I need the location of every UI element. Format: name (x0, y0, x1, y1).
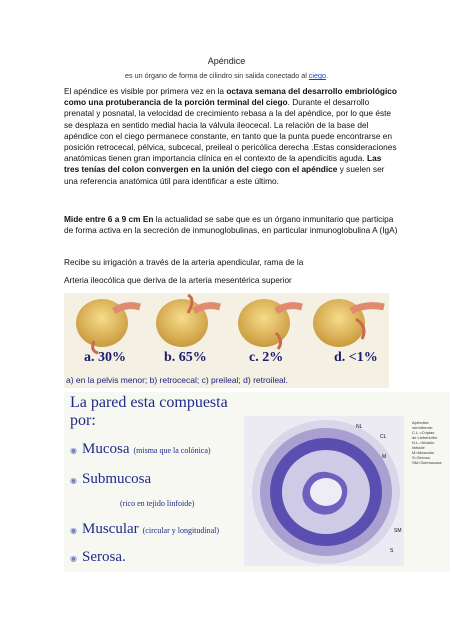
cecum-illustration-d (313, 299, 384, 347)
cecum-illustration-a (76, 299, 140, 353)
p1-text-2: . Durante el desarrollo prenatal y posnatal, la velocidad de crecimiento rebasa a la del apéndice, por lo que éste se desplaza en sentido medial hacia la válvula ileocecal. La relación de la base del apéndice con el ciego permanece constante, en tanto que la punta puede encontrarse en posición retrocecal, pélvica, subcecal, preileal o pericólica derecha .Estas consideraciones anatómicas tienen gran importancia clínica en el contexto de la apendicitis aguda. (64, 97, 397, 164)
cecum-illustration-c (238, 299, 302, 349)
micro-label-s: S (390, 548, 394, 554)
legend-line: Apéndice (412, 420, 429, 425)
appendix-illustrations (64, 293, 389, 388)
bullet-icon: ◉ (70, 526, 77, 535)
submucosa-note: (rico en tejido linfoide) (120, 499, 195, 508)
micro-label-m: M (382, 454, 387, 460)
wall-heading (70, 394, 228, 430)
paragraph-development (64, 86, 398, 187)
wall-heading-line2: por: (70, 412, 96, 429)
legend-line: linfoide (412, 445, 425, 450)
legend-line: de Lieberkühn (412, 435, 438, 440)
layer-submucosa (70, 470, 151, 488)
subtitle-text: es un órgano de forma de cilindro sin salida conectado al (125, 71, 307, 80)
layer-name: Mucosa (81, 441, 130, 457)
bullet-icon: ◉ (70, 554, 77, 563)
p1-text-1: El apéndice es visible por primera vez en la (64, 86, 227, 96)
legend-line: S=Serosa (412, 455, 430, 460)
wall-heading-line1: La pared esta compuesta (70, 394, 228, 411)
legend-line: C.L.=Criptas (412, 430, 435, 435)
bullet-icon: ◉ (70, 476, 77, 485)
layer-name: Muscular (81, 521, 139, 537)
positions-caption: a) en la pelvis menor; b) retrocecal; c) preileal; d) retroileal. (66, 375, 289, 385)
appendix-positions-figure (64, 293, 389, 388)
percentage-b: b. 65% (164, 350, 207, 365)
layer-name: Serosa. (81, 549, 126, 565)
layer-name: Submucosa (81, 471, 152, 487)
layer-muscular (70, 520, 219, 538)
percentage-a: a. 30% (84, 350, 126, 365)
p1-bold-1: octava semana del desarrollo embriológico como una protuberancia de la porción terminal del ciego (64, 86, 397, 108)
micrograph-legend (412, 420, 448, 465)
legend-line: SM=Submucosa (412, 460, 442, 465)
p2-text: la actualidad se sabe que es un órgano inmunitario que participa de forma activa en la secreción de inmunoglobulinas, en particular inmunoglobulina A (IgA) (64, 214, 398, 236)
paragraph-size (64, 214, 398, 236)
paragraph-irrigation: Recibe su irrigación a través de la arteria apendicular, rama de la (64, 257, 304, 267)
percentage-d: d. <1% (334, 350, 378, 365)
percentage-c: c. 2% (249, 350, 284, 365)
p1-text-3: y suelen ser una referencia anatómica útil para identificar a este último. (64, 164, 385, 186)
micro-label-sm: SM (394, 528, 402, 534)
legend-line: M=Muscular (412, 450, 434, 455)
histology-micrograph (244, 416, 404, 566)
document-title: Apéndice (207, 56, 246, 66)
layer-serosa (70, 548, 126, 566)
p1-bold-2: Las tres tenías del colon convergen en la unión del ciego con el apéndice (64, 153, 382, 175)
p2-bold: Mide entre 6 a 9 cm En (64, 214, 154, 224)
paragraph-artery: Arteria ileocólica que deriva de la arteria mesentérica superior (64, 275, 292, 285)
micro-label-cl: CL (380, 434, 387, 440)
cecum-illustration-b (156, 295, 220, 347)
appendix-wall-figure (64, 392, 450, 572)
micro-label-nl: NL (356, 424, 363, 430)
layer-note: (circular y longitudinal) (142, 526, 220, 535)
legend-line: N.L.=Nódulo (412, 440, 435, 445)
ciego-link[interactable]: ciego (308, 71, 326, 80)
legend-line: vermiforme: (412, 425, 434, 430)
layer-mucosa (70, 440, 211, 458)
bullet-icon: ◉ (70, 446, 77, 455)
subtitle-end: . (325, 71, 328, 80)
layer-note: (misma que la colónica) (133, 446, 211, 455)
document-subtitle (0, 71, 453, 80)
